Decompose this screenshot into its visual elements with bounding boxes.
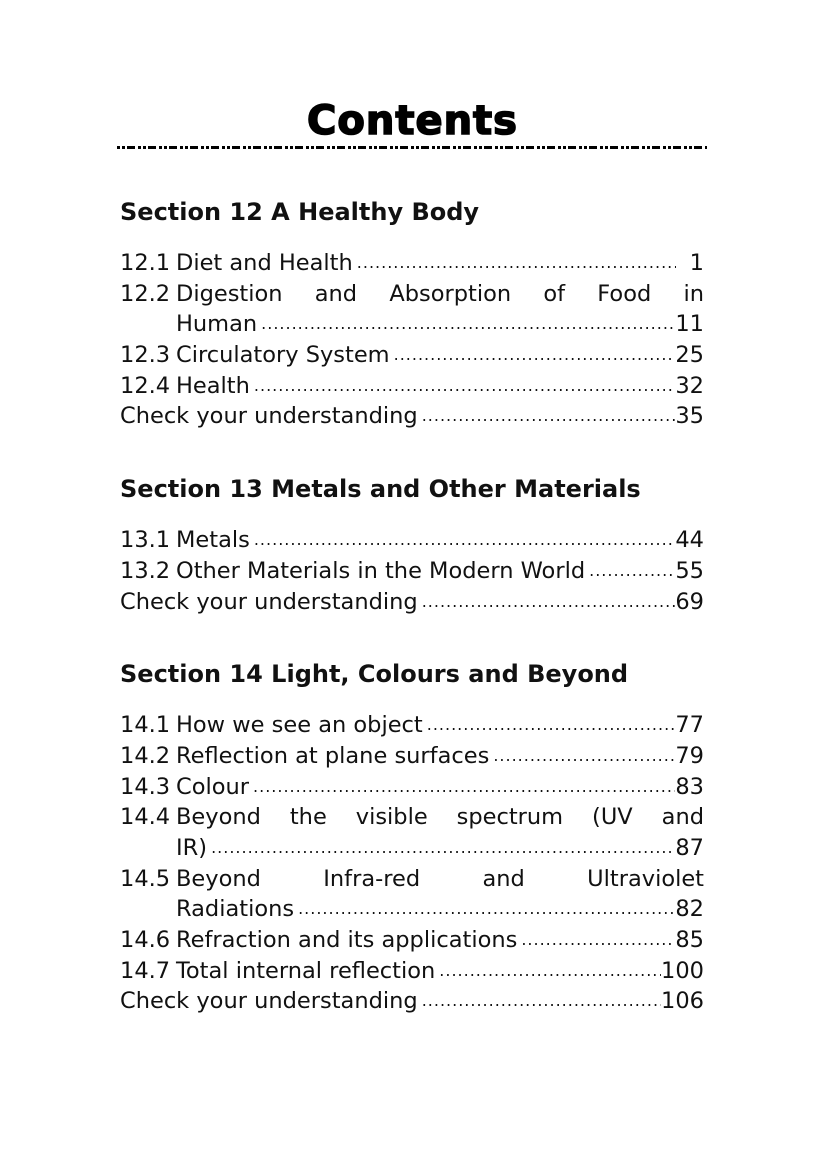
toc-entry[interactable] (120, 986, 704, 1017)
entry-number: 14.3 (120, 773, 171, 800)
entry-title[interactable]: Diet and Health (176, 250, 353, 276)
section-heading: Section 14 Light, Colours and Beyond (120, 660, 629, 689)
table-of-contents (120, 192, 704, 1054)
toc-entry[interactable] (120, 340, 704, 371)
dashed-divider (117, 146, 707, 149)
entry-title[interactable]: Check your understanding (120, 588, 418, 615)
dot-leader (585, 556, 675, 587)
entry-title-continued[interactable]: IR) (176, 834, 208, 861)
entry-title[interactable]: Circulatory System (176, 342, 390, 369)
page-number: 1 (689, 250, 704, 276)
page-number: 35 (675, 403, 704, 430)
entry-title[interactable]: Total internal reflection (176, 957, 436, 984)
entry-number: 14.4 (120, 804, 171, 831)
page-number: 77 (675, 712, 704, 739)
entry-title-continued[interactable]: Radiations (176, 896, 295, 923)
dot-leader (294, 894, 675, 925)
section-heading: Section 13 Metals and Other Materials (120, 475, 641, 504)
toc-entry[interactable] (120, 925, 704, 956)
entry-number: 12.2 (120, 280, 171, 307)
toc-entry[interactable] (120, 279, 704, 310)
toc-entry[interactable] (120, 802, 704, 833)
entry-number: 14.7 (120, 957, 171, 984)
dot-leader (257, 309, 675, 340)
toc-section (120, 469, 704, 617)
dot-leader (250, 371, 675, 402)
toc-entry[interactable] (120, 371, 704, 402)
dot-leader (418, 587, 676, 618)
page-number: 83 (675, 773, 704, 800)
toc-section (120, 192, 704, 432)
toc-entry[interactable] (120, 956, 704, 987)
page-number: 44 (675, 527, 704, 554)
toc-entry[interactable] (120, 772, 704, 803)
page-number: 69 (675, 588, 704, 615)
entry-number: 12.4 (120, 372, 171, 399)
entry-title[interactable]: Reflection at plane surfaces (176, 742, 490, 769)
toc-entry[interactable] (120, 710, 704, 741)
entry-number: 12.1 (120, 250, 171, 276)
entry-title[interactable]: Digestion and Absorption of Food in (176, 280, 704, 307)
toc-entry[interactable] (120, 587, 704, 618)
page-number: 100 (661, 957, 704, 984)
page-title: Contents (307, 98, 518, 144)
page-number: 79 (675, 742, 704, 769)
entry-title[interactable]: Metals (176, 527, 250, 554)
entry-number: 14.1 (120, 712, 171, 739)
section-heading: Section 12 A Healthy Body (120, 198, 480, 226)
entry-number: 14.2 (120, 742, 171, 769)
entry-title[interactable]: Other Materials in the Modern World (176, 557, 586, 584)
dot-leader (489, 741, 675, 772)
entry-title-continued[interactable]: Human (176, 311, 258, 338)
entry-title[interactable]: Beyond the visible spectrum (UV and (176, 804, 704, 831)
toc-entry[interactable] (120, 556, 704, 587)
entry-number: 13.2 (120, 557, 171, 584)
page-number: 85 (675, 927, 704, 953)
dot-leader (250, 525, 676, 556)
toc-entry[interactable] (120, 248, 704, 279)
entry-number: 14.6 (120, 927, 171, 953)
entry-number: 13.1 (120, 527, 171, 554)
entry-number: 14.5 (120, 865, 171, 892)
entry-title[interactable]: How we see an object (176, 712, 423, 739)
toc-entry[interactable] (120, 525, 704, 556)
entry-title[interactable]: Refraction and its applications (176, 927, 518, 953)
toc-section (120, 654, 704, 1017)
dot-leader (249, 772, 675, 803)
dot-leader (435, 956, 661, 987)
page-number: 87 (675, 834, 704, 861)
toc-entry[interactable] (120, 741, 704, 772)
entry-number: 12.3 (120, 342, 171, 369)
dot-leader (517, 925, 675, 956)
page-number: 106 (661, 988, 704, 1015)
entry-title[interactable]: Colour (176, 773, 250, 800)
toc-entry[interactable] (120, 401, 704, 432)
dot-leader (423, 710, 676, 741)
page-number: 32 (675, 372, 704, 399)
entry-title[interactable]: Health (176, 372, 250, 399)
entry-title[interactable]: Check your understanding (120, 403, 418, 430)
dot-leader (353, 248, 676, 279)
toc-entry-continuation[interactable] (120, 894, 704, 925)
dot-leader (418, 986, 661, 1017)
page-number: 55 (675, 557, 704, 584)
page-number: 11 (675, 311, 704, 338)
dot-leader (390, 340, 676, 371)
toc-entry-continuation[interactable] (120, 833, 704, 864)
page-number: 25 (675, 342, 704, 369)
entry-title[interactable]: Beyond Infra-red and Ultraviolet (176, 865, 704, 892)
toc-entry[interactable] (120, 864, 704, 895)
toc-entry-continuation[interactable] (120, 309, 704, 340)
dot-leader (207, 833, 675, 864)
entry-title[interactable]: Check your understanding (120, 988, 418, 1015)
dot-leader (418, 401, 676, 432)
page-number: 82 (675, 896, 704, 923)
